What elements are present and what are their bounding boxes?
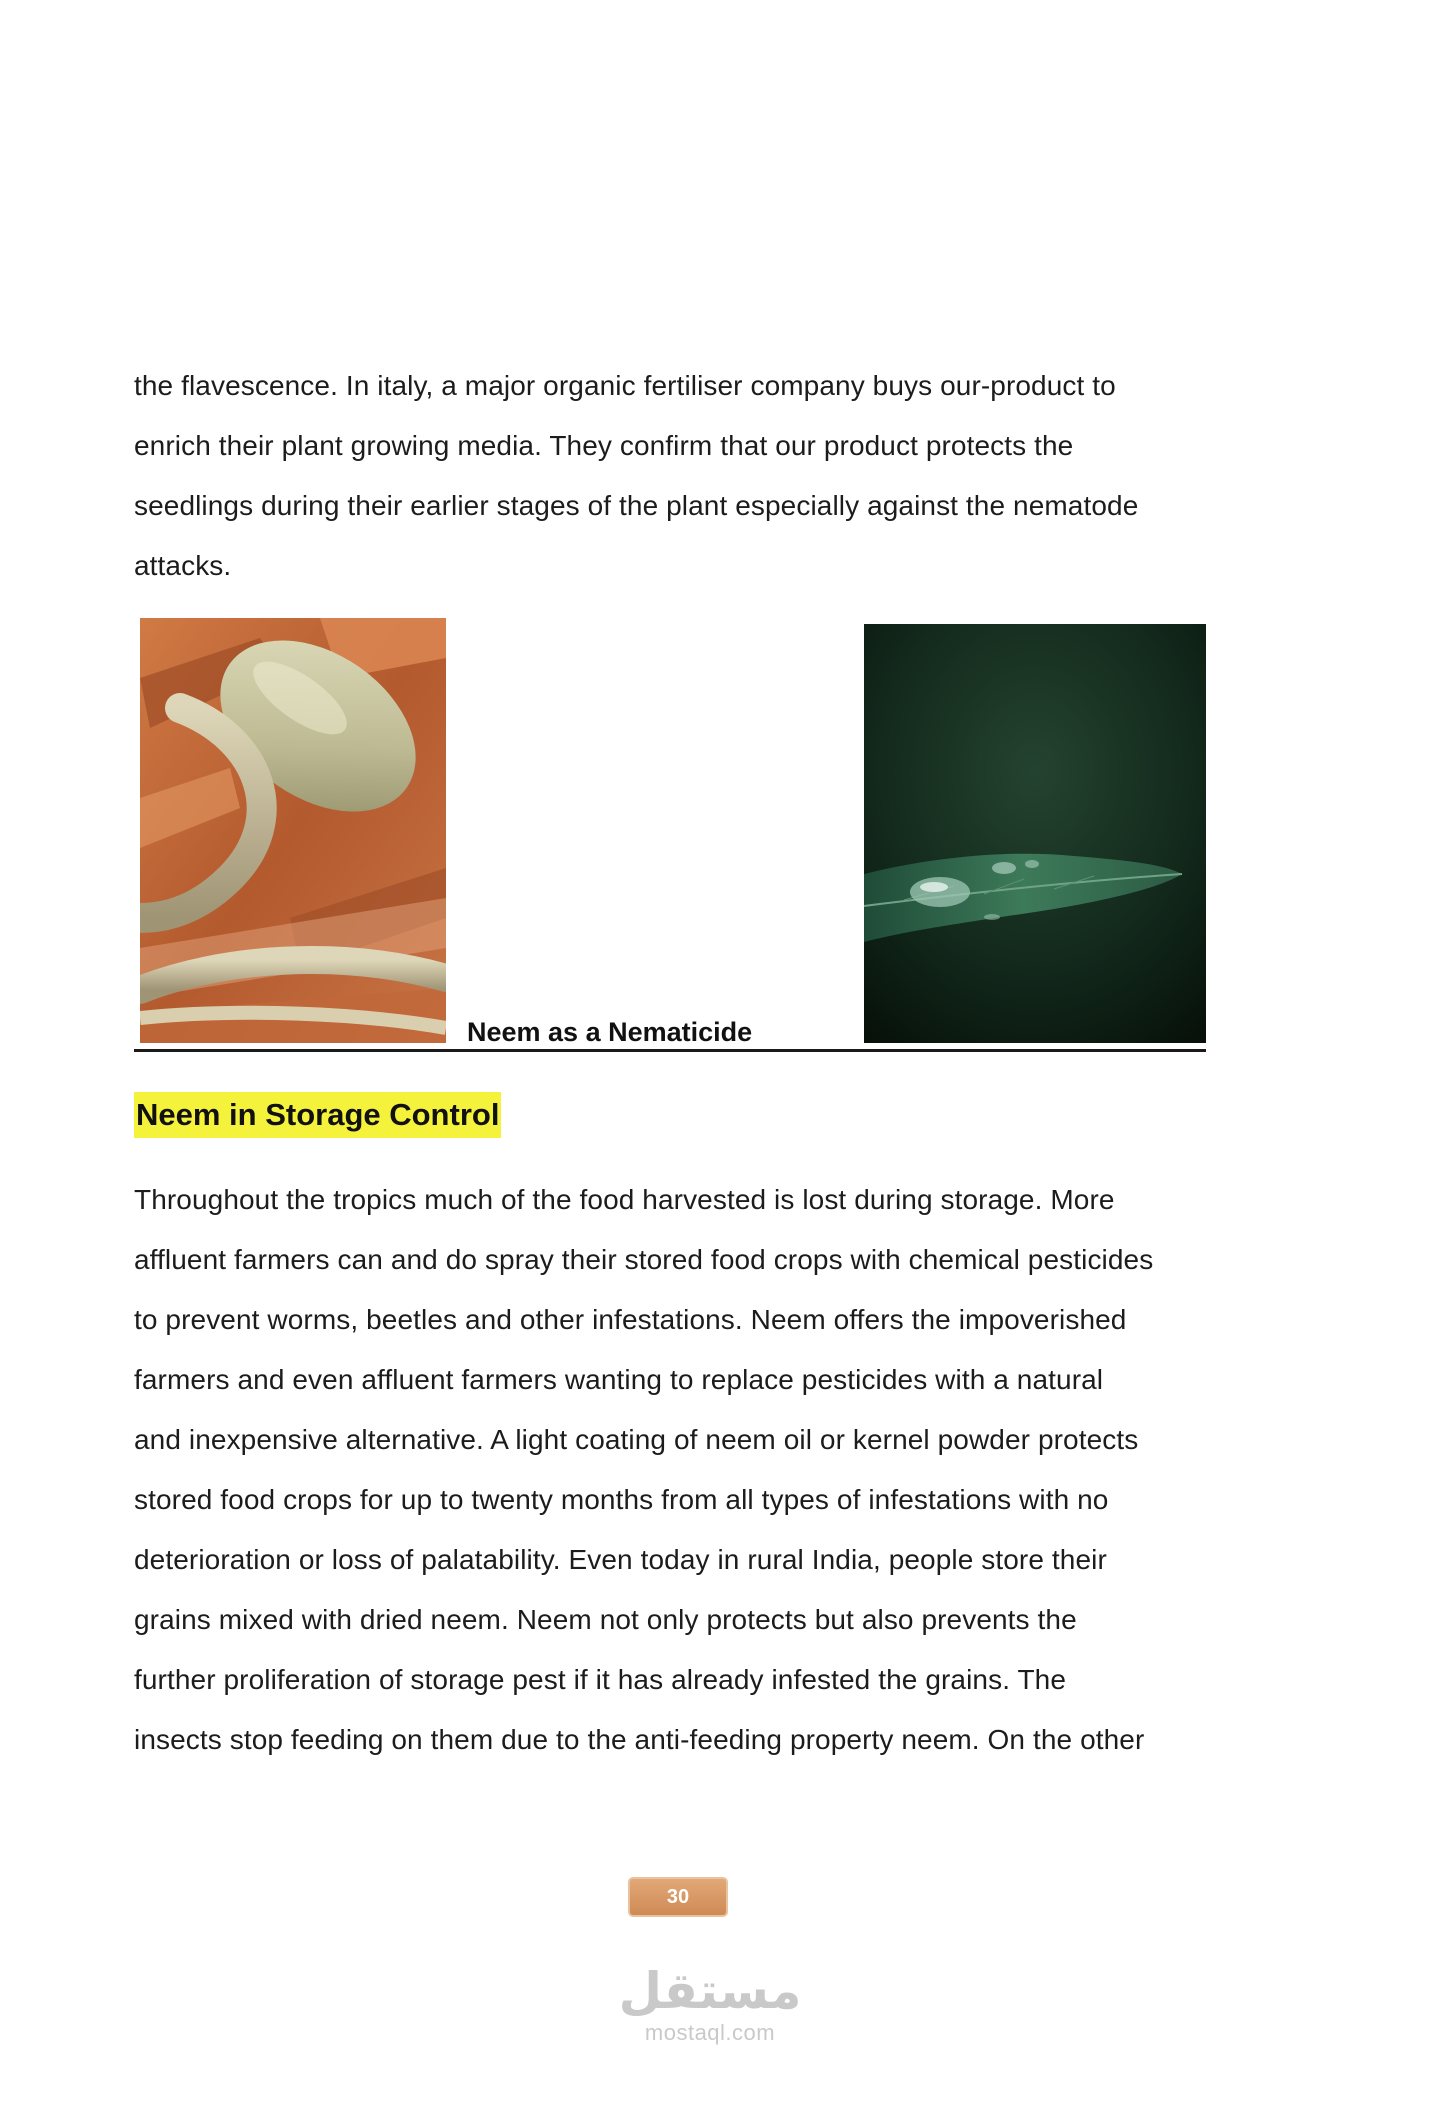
paragraph-line: farmers and even affluent farmers wanting to replace pesticides with a natural [134,1364,1104,1395]
watermark [600,1962,820,2046]
paragraph-line: insects stop feeding on them due to the anti-feeding property neem. On the other [134,1724,1145,1755]
nematicide-figure [134,612,1206,1052]
section-heading: Neem in Storage Control [134,1092,501,1138]
intro-line: seedlings during their earlier stages of the plant especially against the nematode [134,490,1139,521]
watermark-logo: مستقل [618,1962,802,2020]
intro-line: the flavescence. In italy, a major organic fertiliser company buys our-product to [134,370,1116,401]
paragraph-line: affluent farmers can and do spray their stored food crops with chemical pesticides [134,1244,1154,1275]
page-number-badge: 30 [628,1877,728,1917]
watermark-site: mostaql.com [644,2020,776,2045]
figure-divider [134,1049,1206,1052]
leaf-water-droplet-image [864,624,1206,1043]
storage-control-paragraph [134,1170,1264,1770]
paragraph-line: deterioration or loss of palatability. Even today in rural India, people store their [134,1544,1107,1575]
intro-line: enrich their plant growing media. They confirm that our product protects the [134,430,1074,461]
figure-caption: Neem as a Nematicide [467,1017,753,1047]
nematode-micrograph-image [140,618,446,1043]
paragraph-line: and inexpensive alternative. A light coating of neem oil or kernel powder protects [134,1424,1139,1455]
paragraph-line: grains mixed with dried neem. Neem not only protects but also prevents the [134,1604,1077,1635]
paragraph-line: Throughout the tropics much of the food harvested is lost during storage. More [134,1184,1115,1215]
paragraph-line: stored food crops for up to twenty months from all types of infestations with no [134,1484,1109,1515]
paragraph-line: further proliferation of storage pest if it has already infested the grains. The [134,1664,1066,1695]
intro-line: attacks. [134,550,232,581]
paragraph-line: to prevent worms, beetles and other infestations. Neem offers the impoverished [134,1304,1127,1335]
intro-paragraph [134,356,1264,596]
